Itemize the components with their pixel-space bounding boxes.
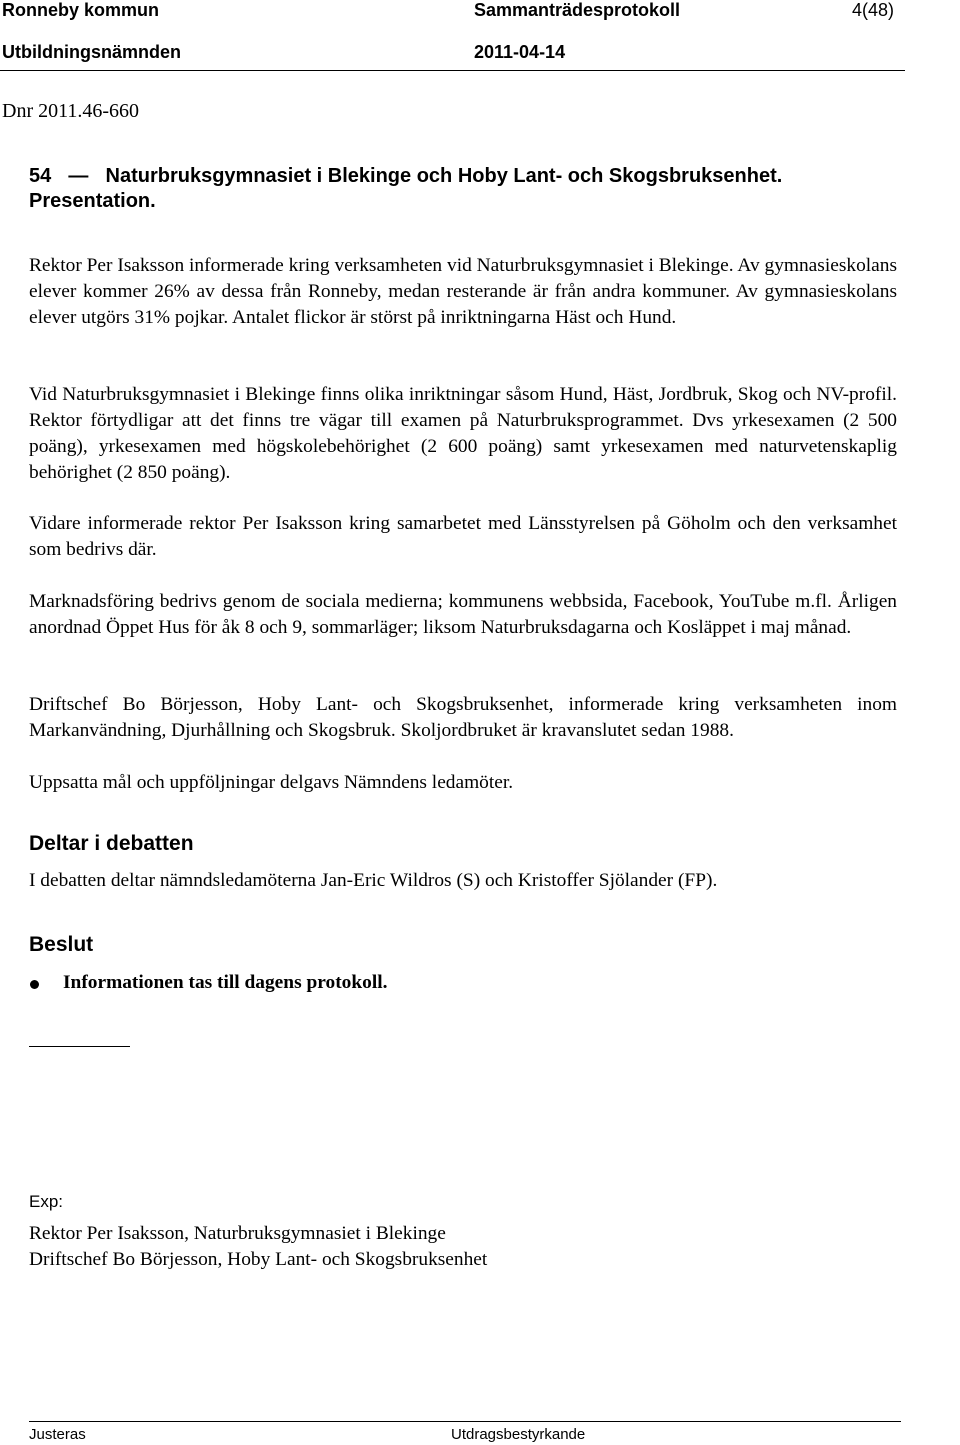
diary-number: Dnr 2011.46-660 [2, 100, 140, 122]
section-title-line1: Naturbruksgymnasiet i Blekinge och Hoby Lant- och Skogsbruksenhet. [105, 165, 783, 187]
header-doc-type: Sammanträdesprotokoll [474, 0, 681, 20]
distribution-label: Exp: [29, 1192, 64, 1211]
debate-heading: Deltar i debatten [29, 832, 194, 855]
section-title-line2: Presentation. [29, 190, 156, 212]
distribution-recipient: Rektor Per Isaksson, Naturbruksgymnasiet i Blekinge [29, 1223, 446, 1244]
paragraph-mal: Uppsatta mål och uppföljningar delgavs Nämndens ledamöter. [29, 772, 514, 793]
paragraph-lansstyrelsen: Vidare informerade rektor Per Isaksson kring samarbetet med Länsstyrelsen på Göholm och den verksamhet som bedrivs där. [29, 513, 897, 560]
section-dash: — [68, 165, 89, 187]
section-title [29, 164, 782, 214]
header-page-number: 4(48) [852, 0, 895, 20]
paragraph-rektor-info: Rektor Per Isaksson informerade kring verksamheten vid Naturbruksgymnasiet i Blekinge. Av gymnasieskolans elever kommer 26% av dessa från Ronneby, medan resterande är från andra kommuner. Av gymnasieskolans elever utgörs 31% pojkar. Antalet flickor är störst på inriktningarna Häst och Hund. [29, 255, 897, 328]
decision-heading: Beslut [29, 933, 94, 956]
paragraph-driftschef: Driftschef Bo Börjesson, Hoby Lant- och Skogsbruksenhet, informerade kring verksamheten inom Markanvändning, Djurhållning och Skogsbruk. Skoljordbruket är kravanslutet sedan 1988. [29, 694, 897, 741]
separator-rule [29, 1046, 130, 1047]
header-committee: Utbildningsnämnden [2, 42, 181, 62]
debate-text: I debatten deltar nämndsledamöterna Jan-Eric Wildros (S) och Kristoffer Sjölander (FP). [29, 870, 718, 891]
header-municipality: Ronneby kommun [2, 0, 160, 20]
header-divider [0, 70, 905, 71]
footer-justeras: Justeras [29, 1426, 86, 1443]
bullet-icon [30, 980, 39, 989]
section-number: 54 [29, 165, 52, 187]
paragraph-marknadsforing: Marknadsföring bedrivs genom de sociala medierna; kommunens webbsida, Facebook, YouTube m.fl. Årligen anordnad Öppet Hus för åk 8 och 9, sommarläger; liksom Naturbruksdagarna och Kosläppet i maj månad. [29, 591, 897, 638]
decision-bullet-text: Informationen tas till dagens protokoll. [63, 972, 388, 993]
footer-utdragsbestyrkande: Utdragsbestyrkande [451, 1426, 586, 1443]
distribution-recipient: Driftschef Bo Börjesson, Hoby Lant- och Skogsbruksenhet [29, 1249, 488, 1270]
footer-divider [29, 1421, 901, 1422]
header-date: 2011-04-14 [474, 42, 566, 62]
paragraph-inriktningar: Vid Naturbruksgymnasiet i Blekinge finns olika inriktningar såsom Hund, Häst, Jordbruk, Skog och NV-profil. Rektor förtydligar att det finns tre vägar till examen på Naturbruksprogrammet. Dvs yrkesexamen (2 500 poäng), yrkesexamen med högskolebehörighet (2 600 poäng) samt yrkesexamen med naturvetenskaplig behörighet (2 850 poäng). [29, 384, 897, 483]
